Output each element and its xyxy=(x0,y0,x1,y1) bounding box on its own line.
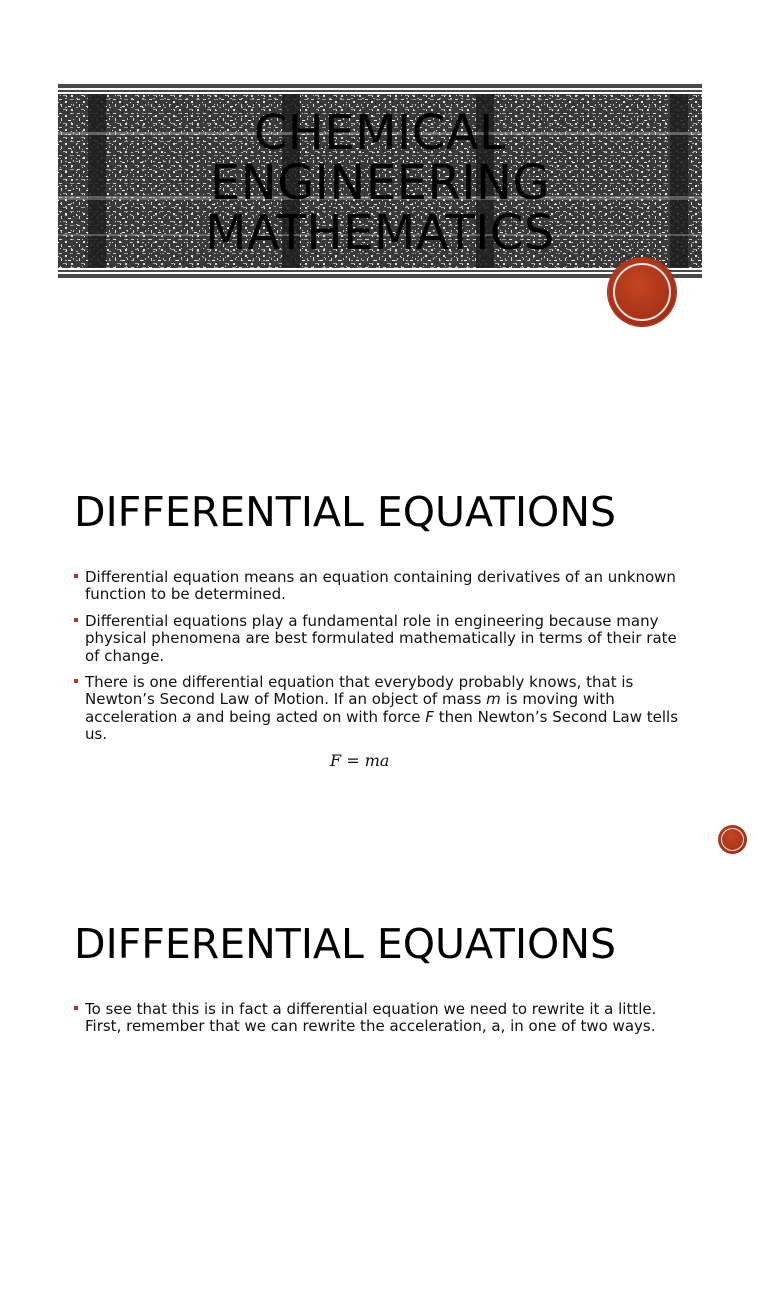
title-band xyxy=(58,84,702,278)
title-line-1: CHEMICAL xyxy=(253,105,507,161)
bullet-item: Differential equation means an equation containing derivatives of an unknown function to be determined. xyxy=(74,569,694,604)
decorative-circle-badge xyxy=(718,825,747,854)
bullet-text: and being acted on with force xyxy=(191,707,426,726)
title-slide xyxy=(0,0,768,432)
bullet-item: Differential equations play a fundamental role in engineering because many physical phenomena are best formulated mathematically in terms of their rate of change. xyxy=(74,613,694,665)
bullet-text: then Newton’s Second Law tells us. xyxy=(85,707,679,744)
formula-equals: = xyxy=(341,751,365,770)
newton-second-law-formula xyxy=(330,751,389,770)
title-line-2: ENGINEERING xyxy=(209,155,551,211)
slide-heading: DIFFERENTIAL EQUATIONS xyxy=(74,488,617,536)
variable-a: a xyxy=(182,707,192,726)
bullet-list xyxy=(74,569,694,753)
presentation-title xyxy=(58,105,702,261)
title-line-3: MATHEMATICS xyxy=(205,205,555,261)
formula-rhs: ma xyxy=(364,751,390,770)
bullet-item: To see that this is in fact a differential equation we need to rewrite it a little. First, remember that we can rewrite the acceleration, a, in one of two ways. xyxy=(74,1001,694,1036)
content-slide-2 xyxy=(0,432,768,864)
bullet-text: There is one differential equation that everybody probably knows, that is Newton’s Second Law of Motion. If an object of mass xyxy=(85,673,634,709)
bullet-item xyxy=(74,674,694,744)
bullet-list xyxy=(74,1001,694,1045)
formula-lhs: F xyxy=(330,751,342,770)
slide-heading: DIFFERENTIAL EQUATIONS xyxy=(74,920,617,968)
bullet-text: is moving with acceleration xyxy=(85,690,615,726)
content-slide-3 xyxy=(0,864,768,1296)
variable-m: m xyxy=(486,690,501,709)
decorative-circle-badge xyxy=(608,258,676,326)
variable-f: F xyxy=(425,707,434,726)
